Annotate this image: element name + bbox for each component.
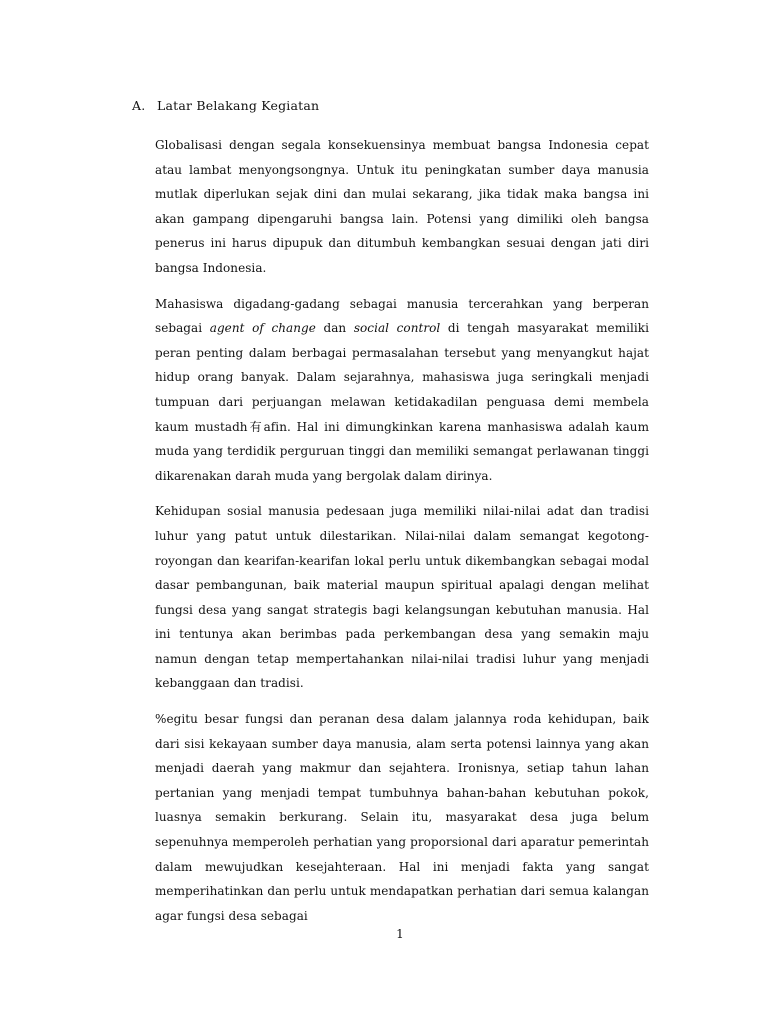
section-heading	[132, 98, 319, 113]
paragraph-fungsi-desa	[155, 707, 649, 928]
paragraph-text: Globalisasi dengan segala konsekuensinya membuat bangsa Indonesia cepat atau lambat menyongsongnya. Untuk itu peningkatan sumber daya manusia mutlak diperlukan sejak dini dan mulai sekarang, jika tidak maka bangsa ini akan gampang dipengaruhi bangsa lain. Potensi yang dimiliki oleh bangsa penerus ini harus dipupuk dan ditumbuh kembangkan sesuai dengan jati diri bangsa Indonesia.	[155, 138, 649, 275]
paragraph-text: di tengah masyarakat memiliki peran penting dalam berbagai permasalahan tersebut yang menyangkut hajat hidup orang banyak. Dalam sejarahnya, mahasiswa juga seringkali menjadi tumpuan dari perjuangan melawan ketidakadilan penguasa demi membela kaum mustadh有afin. Hal ini dimungkinkan karena manhasiswa adalah kaum muda yang terdidik perguruan tinggi dan memiliki semangat perlawanan tinggi dikarenakan darah muda yang bergolak dalam dirinya.	[155, 321, 649, 483]
page-number: 1	[396, 927, 404, 941]
paragraph-globalisasi	[155, 133, 649, 281]
paragraph-text: dan	[315, 321, 354, 336]
italic-term-agent-of-change: agent of change	[209, 321, 316, 336]
section-title: Latar Belakang Kegiatan	[157, 98, 320, 113]
paragraph-text: Mahasiswa digadang-gadang sebagai manusia tercerahkan yang berperan sebagai	[155, 296, 649, 336]
section-marker: A.	[132, 98, 146, 113]
italic-term-social-control: social control	[353, 321, 441, 336]
body-text	[155, 133, 649, 939]
paragraph-kehidupan-sosial	[155, 499, 649, 696]
paragraph-text: %egitu besar fungsi dan peranan desa dalam jalannya roda kehidupan, baik dari sisi kekayaan sumber daya manusia, alam serta potensi lainnya yang akan menjadi daerah yang makmur dan sejahtera. Ironisnya, setiap tahun lahan pertanian yang menjadi tempat tumbuhnya bahan-bahan kebutuhan pokok, luasnya semakin berkurang. Selain itu, masyarakat desa juga belum sepenuhnya memperoleh perhatian yang proporsional dari aparatur pemerintah dalam mewujudkan kesejahteraan. Hal ini menjadi fakta yang sangat memperihatinkan dan perlu untuk mendapatkan perhatian dari semua kalangan agar fungsi desa sebagai	[155, 712, 649, 923]
paragraph-text: Kehidupan sosial manusia pedesaan juga memiliki nilai-nilai adat dan tradisi luhur yang patut untuk dilestarikan. Nilai-nilai dalam semangat kegotong-royongan dan kearifan-kearifan lokal perlu untuk dikembangkan sebagai modal dasar pembangunan, baik material maupun spiritual apalagi dengan melihat fungsi desa yang sangat strategis bagi kelangsungan kebutuhan manusia. Hal ini tentunya akan berimbas pada perkembangan desa yang semakin maju namun dengan tetap mempertahankan nilai-nilai tradisi luhur yang menjadi kebanggaan dan tradisi.	[155, 504, 649, 691]
paragraph-mahasiswa	[155, 292, 649, 489]
